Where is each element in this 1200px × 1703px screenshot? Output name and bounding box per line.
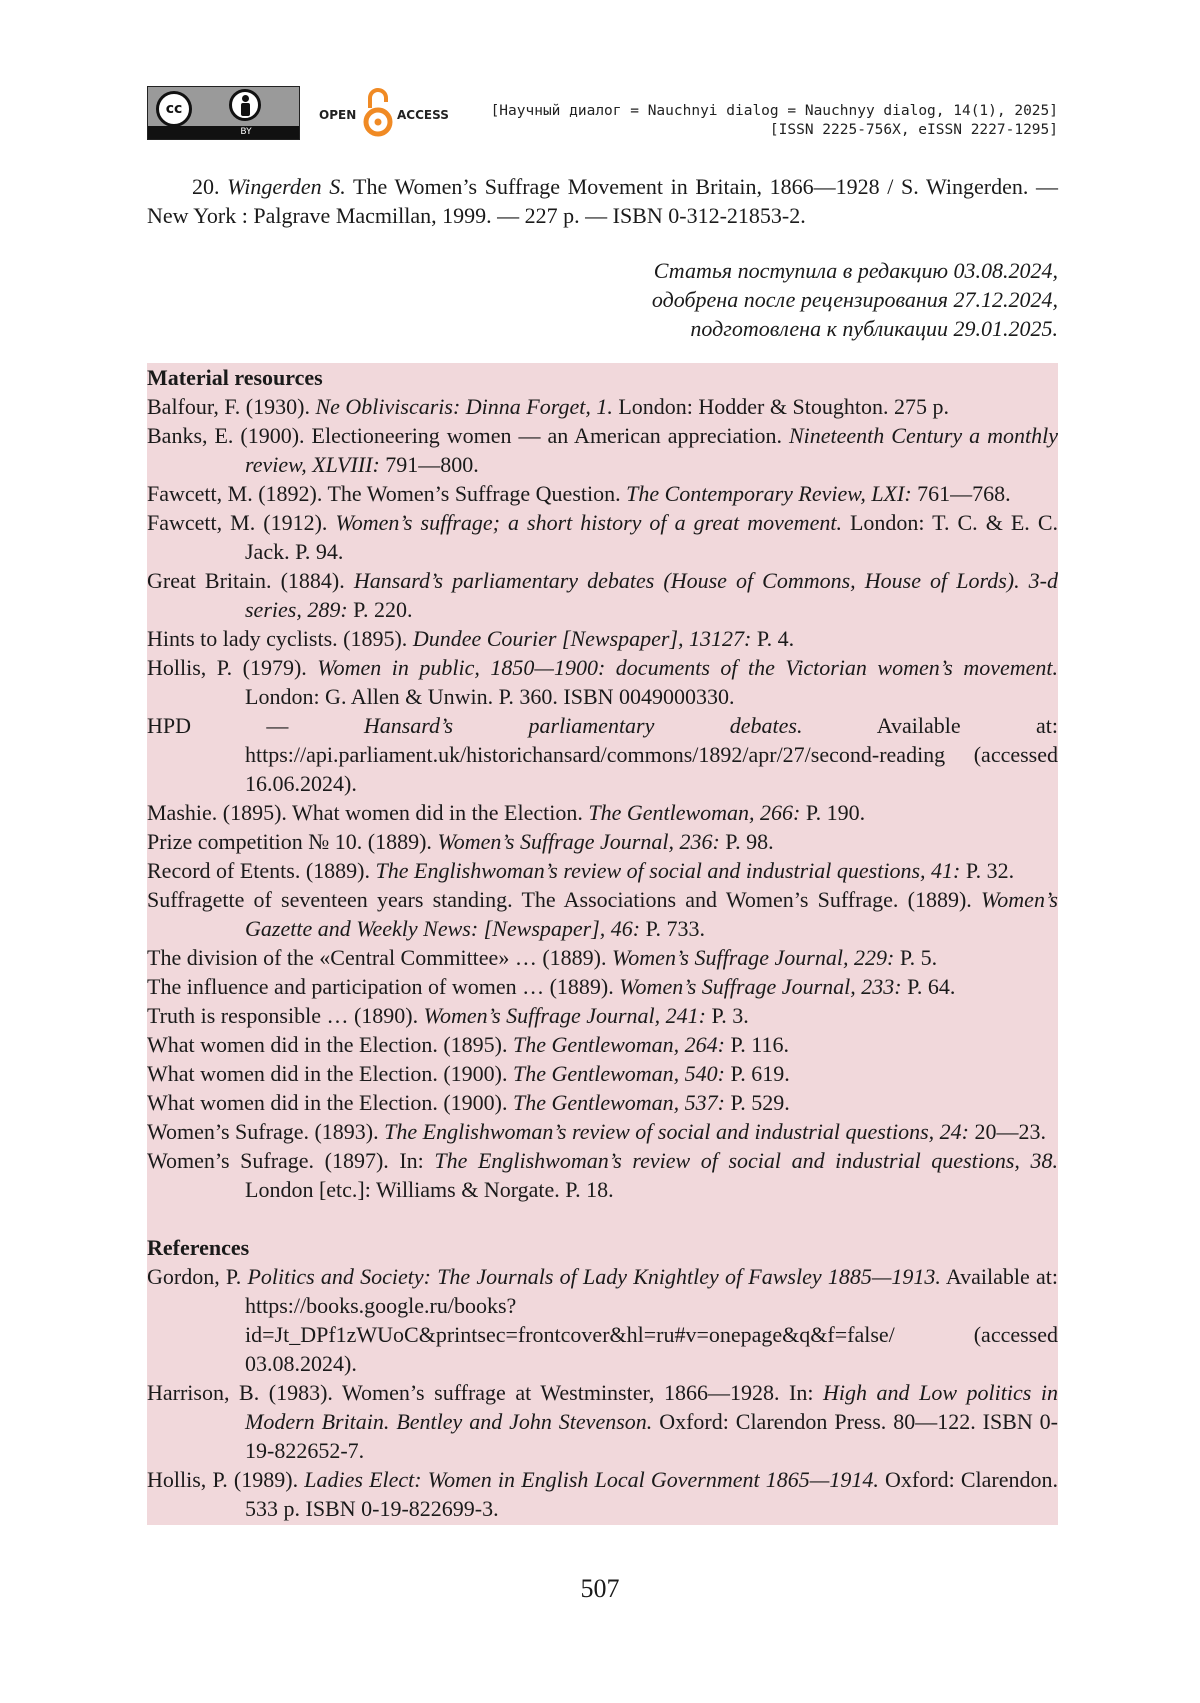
entry-post: P. 3. <box>706 1003 749 1028</box>
entry-title: Women’s Suffrage Journal, 229: <box>612 945 894 970</box>
entry-pre: What women did in the Election. (1895). <box>147 1032 513 1057</box>
reference-entry <box>147 827 1058 856</box>
entry-pre: The division of the «Central Committee» … (1889). <box>147 945 612 970</box>
entry-pre: Fawcett, M. (1912). <box>147 510 335 535</box>
reference-entry <box>147 1001 1058 1030</box>
entry-pre: The influence and participation of women … (1889). <box>147 974 619 999</box>
entry-pre: Balfour, F. (1930). <box>147 394 315 419</box>
material-resources-list <box>147 392 1058 1204</box>
entry-title: Women’s suffrage; a short history of a great movement. <box>335 510 841 535</box>
open-label: OPEN <box>319 108 356 122</box>
material-resources-heading: Material resources <box>147 363 1058 392</box>
reference-entry <box>147 392 1058 421</box>
article-dates <box>147 256 1058 343</box>
entry-pre: Great Britain. (1884). <box>147 568 354 593</box>
entry-pre: Banks, E. (1900). Electioneering women — an American appreciation. <box>147 423 789 448</box>
reference-entry <box>147 885 1058 943</box>
entry-post: London: G. Allen & Unwin. P. 360. ISBN 0049000330. <box>245 684 735 709</box>
entry-post: P. 619. <box>725 1061 790 1086</box>
date-prepared: подготовлена к публикации 29.01.2025. <box>147 314 1058 343</box>
entry-post: P. 5. <box>894 945 937 970</box>
entry-pre: Suffragette of seventeen years standing. The Associations and Women’s Suffrage. (1889). <box>147 887 981 912</box>
entry-pre: What women did in the Election. (1900). <box>147 1061 513 1086</box>
reference-entry <box>147 421 1058 479</box>
cc-icon: cc <box>156 91 192 127</box>
entry-title: Hansard’s parliamentary debates (House of Commons, House of Lords). 3-d series, 289: <box>245 568 1058 622</box>
issn-line: [ISSN 2225-756X, eISSN 2227-1295] <box>491 121 1058 140</box>
entry-title: The Englishwoman’s review of social and industrial questions, 38. <box>434 1148 1058 1173</box>
entry-pre: Women’s Sufrage. (1897). In: <box>147 1148 434 1173</box>
entry-post: P. 4. <box>751 626 794 651</box>
open-access-logo[interactable] <box>319 86 469 140</box>
entry-title: Women’s Suffrage Journal, 236: <box>437 829 719 854</box>
entry-post: P. 116. <box>725 1032 789 1057</box>
entry-pre: Harrison, B. (1983). Women’s suffrage at Westminster, 1866—1928. In: <box>147 1380 823 1405</box>
entry-pre: Women’s Sufrage. (1893). <box>147 1119 384 1144</box>
entry-post: Oxford: Clarendon Press. 80—122. ISBN 0-19-822652-7. <box>245 1409 1058 1463</box>
entry-pre: Prize competition № 10. (1889). <box>147 829 437 854</box>
entry-title: Ne Obliviscaris: Dinna Forget, 1. <box>315 394 612 419</box>
entry-post: P. 98. <box>720 829 774 854</box>
reference-entry <box>147 856 1058 885</box>
entry-pre: Mashie. (1895). What women did in the Election. <box>147 800 588 825</box>
entry-pre: Fawcett, M. (1892). The Women’s Suffrage Question. <box>147 481 626 506</box>
page-number: 507 <box>0 1574 1200 1604</box>
journal-citation <box>491 102 1058 140</box>
entry-post: P. 733. <box>640 916 705 941</box>
entry-title: The Gentlewoman, 264: <box>513 1032 725 1057</box>
reference-entry <box>147 1088 1058 1117</box>
entry-post: London: Hodder & Stoughton. 275 p. <box>613 394 949 419</box>
reference-entry <box>147 1262 1058 1378</box>
entry-title: The Englishwoman’s review of social and industrial questions, 41: <box>376 858 961 883</box>
entry-title: The Gentlewoman, 266: <box>588 800 800 825</box>
entry-title: Dundee Courier [Newspaper], 13127: <box>413 626 752 651</box>
entry-pre: Truth is responsible … (1890). <box>147 1003 424 1028</box>
references-list <box>147 1262 1058 1523</box>
entry-title: Women’s Suffrage Journal, 241: <box>424 1003 706 1028</box>
entry-title: The Gentlewoman, 540: <box>513 1061 725 1086</box>
date-approved: одобрена после рецензирования 27.12.2024, <box>147 285 1058 314</box>
entry-pre: Hollis, P. (1979). <box>147 655 317 680</box>
entry-pre: What women did in the Election. (1900). <box>147 1090 513 1115</box>
person-icon <box>229 89 261 121</box>
reference-entry <box>147 1378 1058 1465</box>
entry-title: Hansard’s parliamentary debates. <box>364 713 803 738</box>
entry-pre: Record of Etents. (1889). <box>147 858 376 883</box>
entry-pre: Hollis, P. (1989). <box>147 1467 304 1492</box>
cc-by-license-badge[interactable] <box>147 86 300 140</box>
entry-post: P. 220. <box>348 597 413 622</box>
entry-pre: Hints to lady cyclists. (1895). <box>147 626 413 651</box>
reference-entry <box>147 1030 1058 1059</box>
main-content <box>147 172 1058 1525</box>
reference-entry <box>147 1146 1058 1204</box>
access-label: ACCESS <box>397 108 449 122</box>
entry-post: 791—800. <box>380 452 479 477</box>
entry-post: 20—23. <box>969 1119 1046 1144</box>
reference-entry <box>147 1117 1058 1146</box>
entry-title: The Englishwoman’s review of social and industrial questions, 24: <box>384 1119 969 1144</box>
reference-entry <box>147 1465 1058 1523</box>
entry-pre: HPD — <box>147 713 364 738</box>
entry-title: Women in public, 1850—1900: documents of the Victorian women’s movement. <box>317 655 1058 680</box>
reference-entry <box>147 653 1058 711</box>
reference-entry <box>147 972 1058 1001</box>
entry-post: P. 64. <box>902 974 956 999</box>
entry-title: Ladies Elect: Women in English Local Government 1865—1914. <box>304 1467 879 1492</box>
page-header <box>147 86 1058 142</box>
references-heading: References <box>147 1233 1058 1262</box>
entry-title: Nineteenth Century a monthly review, XLVIII: <box>245 423 1058 477</box>
entry-post: Available at: https://api.parliament.uk/historichansard/commons/1892/apr/27/second-reading (accessed 16.06.2024). <box>245 713 1058 796</box>
entry-post: Available at: https://books.google.ru/books?id=Jt_DPf1zWUoC&printsec=frontcover&hl=ru#v=onepage&q&f=false/ (accessed 03.08.2024). <box>245 1264 1058 1376</box>
entry-title: Women’s Gazette and Weekly News: [Newspaper], 46: <box>245 887 1058 941</box>
reference-20: 20. Wingerden S. The Women’s Suffrage Movement in Britain, 1866—1928 / S. Wingerden. — New York : Palgrave Macmillan, 1999. — 227 p. — ISBN 0-312-21853-2. <box>147 172 1058 230</box>
reference-entry <box>147 798 1058 827</box>
reference-entry <box>147 624 1058 653</box>
bibliography-block <box>147 363 1058 1525</box>
reference-entry <box>147 566 1058 624</box>
entry-post: Oxford: Clarendon. 533 p. ISBN 0-19-822699-3. <box>245 1467 1058 1521</box>
reference-entry <box>147 943 1058 972</box>
entry-title: High and Low politics in Modern Britain. Bentley and John Stevenson. <box>245 1380 1058 1434</box>
entry-title: Women’s Suffrage Journal, 233: <box>619 974 901 999</box>
entry-post: P. 32. <box>960 858 1014 883</box>
entry-title: The Gentlewoman, 537: <box>513 1090 725 1115</box>
entry-post: London: T. C. & E. C. Jack. P. 94. <box>245 510 1058 564</box>
entry-title: Politics and Society: The Journals of Lady Knightley of Fawsley 1885—1913. <box>247 1264 940 1289</box>
entry-pre: Gordon, P. <box>147 1264 247 1289</box>
entry-post: P. 529. <box>725 1090 790 1115</box>
entry-post: P. 190. <box>800 800 865 825</box>
by-label: BY <box>235 126 257 139</box>
reference-entry <box>147 508 1058 566</box>
entry-title: The Contemporary Review, LXI: <box>626 481 912 506</box>
reference-entry <box>147 1059 1058 1088</box>
entry-post: 761—768. <box>912 481 1011 506</box>
date-received: Статья поступила в редакцию 03.08.2024, <box>147 256 1058 285</box>
reference-entry <box>147 479 1058 508</box>
reference-entry <box>147 711 1058 798</box>
journal-line: [Научный диалог = Nauchnyi dialog = Nauchnyy dialog, 14(1), 2025] <box>491 102 1058 121</box>
open-lock-icon <box>363 86 393 138</box>
entry-post: London [etc.]: Williams & Norgate. P. 18. <box>245 1177 614 1202</box>
